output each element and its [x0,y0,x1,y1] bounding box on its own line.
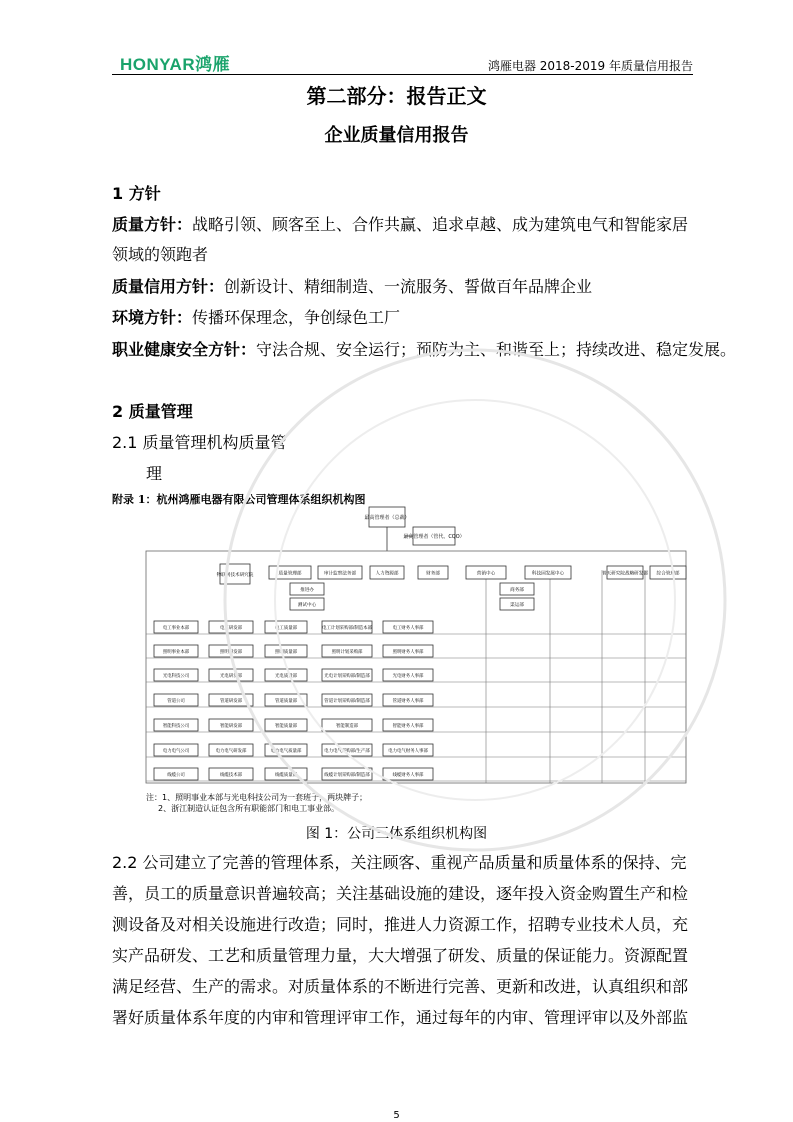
unit-col1-label: 管道研发部 [220,699,242,704]
unit-col3-label: 智能制造部 [336,724,358,729]
policy-text: 领域的领跑者 [112,245,209,264]
dept-label: 综合管理部 [656,571,680,577]
unit-col1-label: 电工研发部 [220,626,242,631]
unit-col2-label: 管道质量部 [275,699,297,704]
unit-col4-label: 照明财务人事部 [392,650,424,655]
section-2-heading: 2 质量管理 [112,402,193,421]
policy-text: 创新设计、精细制造、一流服务、誓做百年品牌企业 [224,277,593,296]
top-box-label: 最高管理者（管代、CQO） [403,534,465,540]
company-logo: HONYAR鸿雁 [120,55,231,74]
paragraph-line: 善，员工的质量意识普遍较高；关注基础设施的建设，逐年投入资金购置生产和检 [112,884,689,903]
dept-label: 物联网技术研究院 [216,573,254,578]
dept-label: 营销中心 [476,571,496,577]
policy-quality-cont [112,242,208,265]
unit-col0-label: 智能科技公司 [162,724,190,729]
unit-col4-label: 线缆财务人事部 [392,773,424,778]
unit-col3-label: 光电计划采购部/制造部 [324,674,370,679]
unit-col1-label: 线缆技术部 [220,773,242,778]
unit-col2-label: 光电质量部 [275,674,297,679]
document-header-title: 鸿雁电器 2018-2019 年质量信用报告 [487,59,693,73]
sub-label: 推进办 [300,588,314,593]
unit-col0-label: 光电科技公司 [162,674,190,679]
dept-label: 人力资源部 [375,571,399,577]
policy-ohs [112,337,736,360]
chart-note: 2、浙江制造认证包含所有职能部门和电工事业部。 [158,804,340,813]
sub-label: 渠运部 [510,603,524,608]
unit-col4-label: 电工财务人事部 [392,626,424,631]
policy-quality [112,212,688,235]
paragraph-line: 满足经营、生产的需求。对质量体系的不断进行完善、更新和改进，认真组织和部 [112,977,689,996]
unit-col0-label: 线缆公司 [167,773,185,778]
subsection-2-1-heading: 2.1 质量管理机构质量管 [112,433,287,452]
policy-environment [112,305,400,328]
policy-text: 守法合规、安全运行；预防为主、和谐至上；持续改进、稳定发展。 [256,340,737,359]
unit-col0-label: 电力电气公司 [162,749,190,754]
unit-col3-label: 线缆计划采购部/制造部 [324,773,370,778]
paragraph-line: 测设备及对相关设施进行改造；同时，推进人力资源工作，招聘专业技术人员，充 [112,915,689,934]
dept-label: 质量管理部 [278,571,302,577]
dept-label: 财务部 [426,571,440,577]
policy-label: 质量方针： [112,215,193,234]
unit-col0-label: 管道公司 [167,699,185,704]
unit-col2-label: 线缆质量部 [275,773,297,778]
policy-text: 传播环保理念，争创绿色工厂 [192,308,401,327]
unit-col1-label: 智能研发部 [220,724,242,729]
unit-col4-label: 电力电气财务人事部 [388,749,428,754]
unit-col3-label: 电力电气采购部/生产部 [324,749,370,754]
unit-col4-label: 智能财务人事部 [392,724,424,729]
unit-col2-label: 电力电气质量部 [270,749,302,754]
top-box-label: 最高管理者（总裁） [364,515,410,521]
policy-label: 质量信用方针： [112,277,225,296]
policy-label: 环境方针： [112,308,193,327]
unit-col4-label: 管道财务人事部 [392,699,424,704]
unit-col2-label: 照明质量部 [275,650,297,655]
paragraph-line: 署好质量体系年度的内审和管理评审工作，通过每年的内审、管理评审以及外部监 [112,1008,689,1027]
dept-label: 审计监察法务部 [323,571,357,577]
unit-col2-label: 智能质量部 [275,724,297,729]
paragraph-line: 2.2 公司建立了完善的管理体系，关注顾客、重视产品质量和质量体系的保持、完 [112,853,687,872]
unit-col0-label: 电工事业本部 [162,626,190,631]
unit-col0-label: 照明事业本部 [162,650,190,655]
org-chart-title: 附录 1：杭州鸿雁电器有限公司管理体系组织机构图 [112,493,366,506]
policy-label: 职业健康安全方针： [112,340,257,359]
chart-note: 注：1、照明事业本部与光电科技公司为一套班子，两块牌子； [146,793,368,802]
header-divider [112,74,693,75]
unit-col4-label: 光电财务人事部 [392,674,424,679]
report-title: 企业质量信用报告 [324,125,469,146]
unit-col1-label: 光电研发部 [220,674,242,679]
policy-text: 战略引领、顾客至上、合作共赢、追求卓越、成为建筑电气和智能家居 [192,215,689,234]
sub-label: 测试中心 [297,603,317,608]
subsection-2-1-heading-cont: 理 [146,464,163,483]
section-1-heading: 1 方针 [112,184,161,203]
dept-label: 科技园发展中心 [531,571,565,577]
unit-col3-label: 照明计划采购部 [331,650,363,655]
dept-label: 普天研究院战略研发部 [602,571,648,577]
unit-col3-label: 管道计划采购部/制造部 [324,699,370,704]
part-title: 第二部分：报告正文 [306,84,487,108]
unit-col3-label: 电工计划采购部/制造本部 [322,626,372,631]
unit-col1-label: 电力电气研发部 [215,749,247,754]
policy-quality-credit [112,274,592,297]
figure-caption: 图 1：公司三体系组织机构图 [305,826,488,842]
page-number: 5 [393,1110,400,1121]
sub-label: 商务部 [510,588,524,593]
org-chart [0,500,793,830]
unit-col2-label: 电工质量部 [275,626,297,631]
unit-col1-label: 照明研发部 [220,650,242,655]
paragraph-line: 实产品研发、工艺和质量管理力量，大大增强了研发、质量的保证能力。资源配置 [112,946,689,965]
